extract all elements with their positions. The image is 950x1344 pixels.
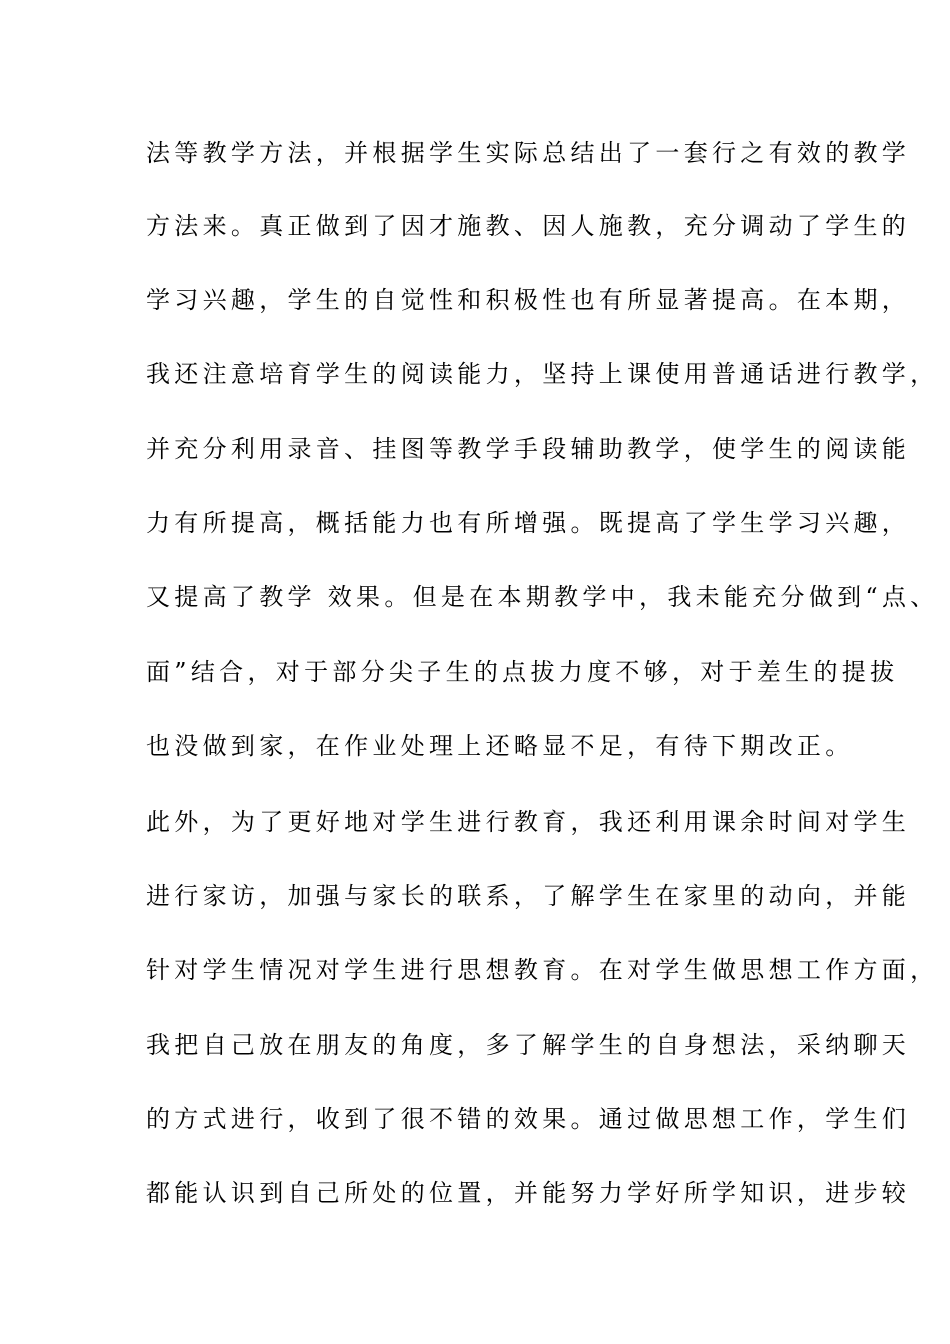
text-line: 方法来。真正做到了因才施教、因人施教，充分调动了学生的: [146, 212, 911, 240]
text-line: 力有所提高，概括能力也有所增强。既提高了学生学习兴趣，: [146, 509, 911, 537]
text-line: 又提高了教学 效果。但是在本期教学中，我未能充分做到“点、: [146, 583, 939, 611]
text-line: 我还注意培育学生的阅读能力，坚持上课使用普通话进行教学，: [146, 360, 939, 388]
text-line: 此外，为了更好地对学生进行教育，我还利用课余时间对学生: [146, 808, 911, 836]
text-line: 我把自己放在朋友的角度，多了解学生的自身想法，采纳聊天: [146, 1031, 911, 1059]
text-line: 学习兴趣，学生的自觉性和积极性也有所显著提高。在本期，: [146, 286, 911, 314]
text-line: 并充分利用录音、挂图等教学手段辅助教学，使学生的阅读能: [146, 435, 911, 463]
text-line: 法等教学方法，并根据学生实际总结出了一套行之有效的教学: [146, 139, 911, 167]
text-line: 面”结合，对于部分尖子生的点拔力度不够，对于差生的提拔: [146, 658, 899, 686]
text-line: 进行家访，加强与家长的联系，了解学生在家里的动向，并能: [146, 882, 911, 910]
text-line: 都能认识到自己所处的位置，并能努力学好所学知识，进步较: [146, 1179, 911, 1207]
text-line: 针对学生情况对学生进行思想教育。在对学生做思想工作方面，: [146, 956, 939, 984]
text-line: 的方式进行，收到了很不错的效果。通过做思想工作，学生们: [146, 1105, 911, 1133]
text-line: 也没做到家，在作业处理上还略显不足，有待下期改正。: [146, 732, 854, 760]
